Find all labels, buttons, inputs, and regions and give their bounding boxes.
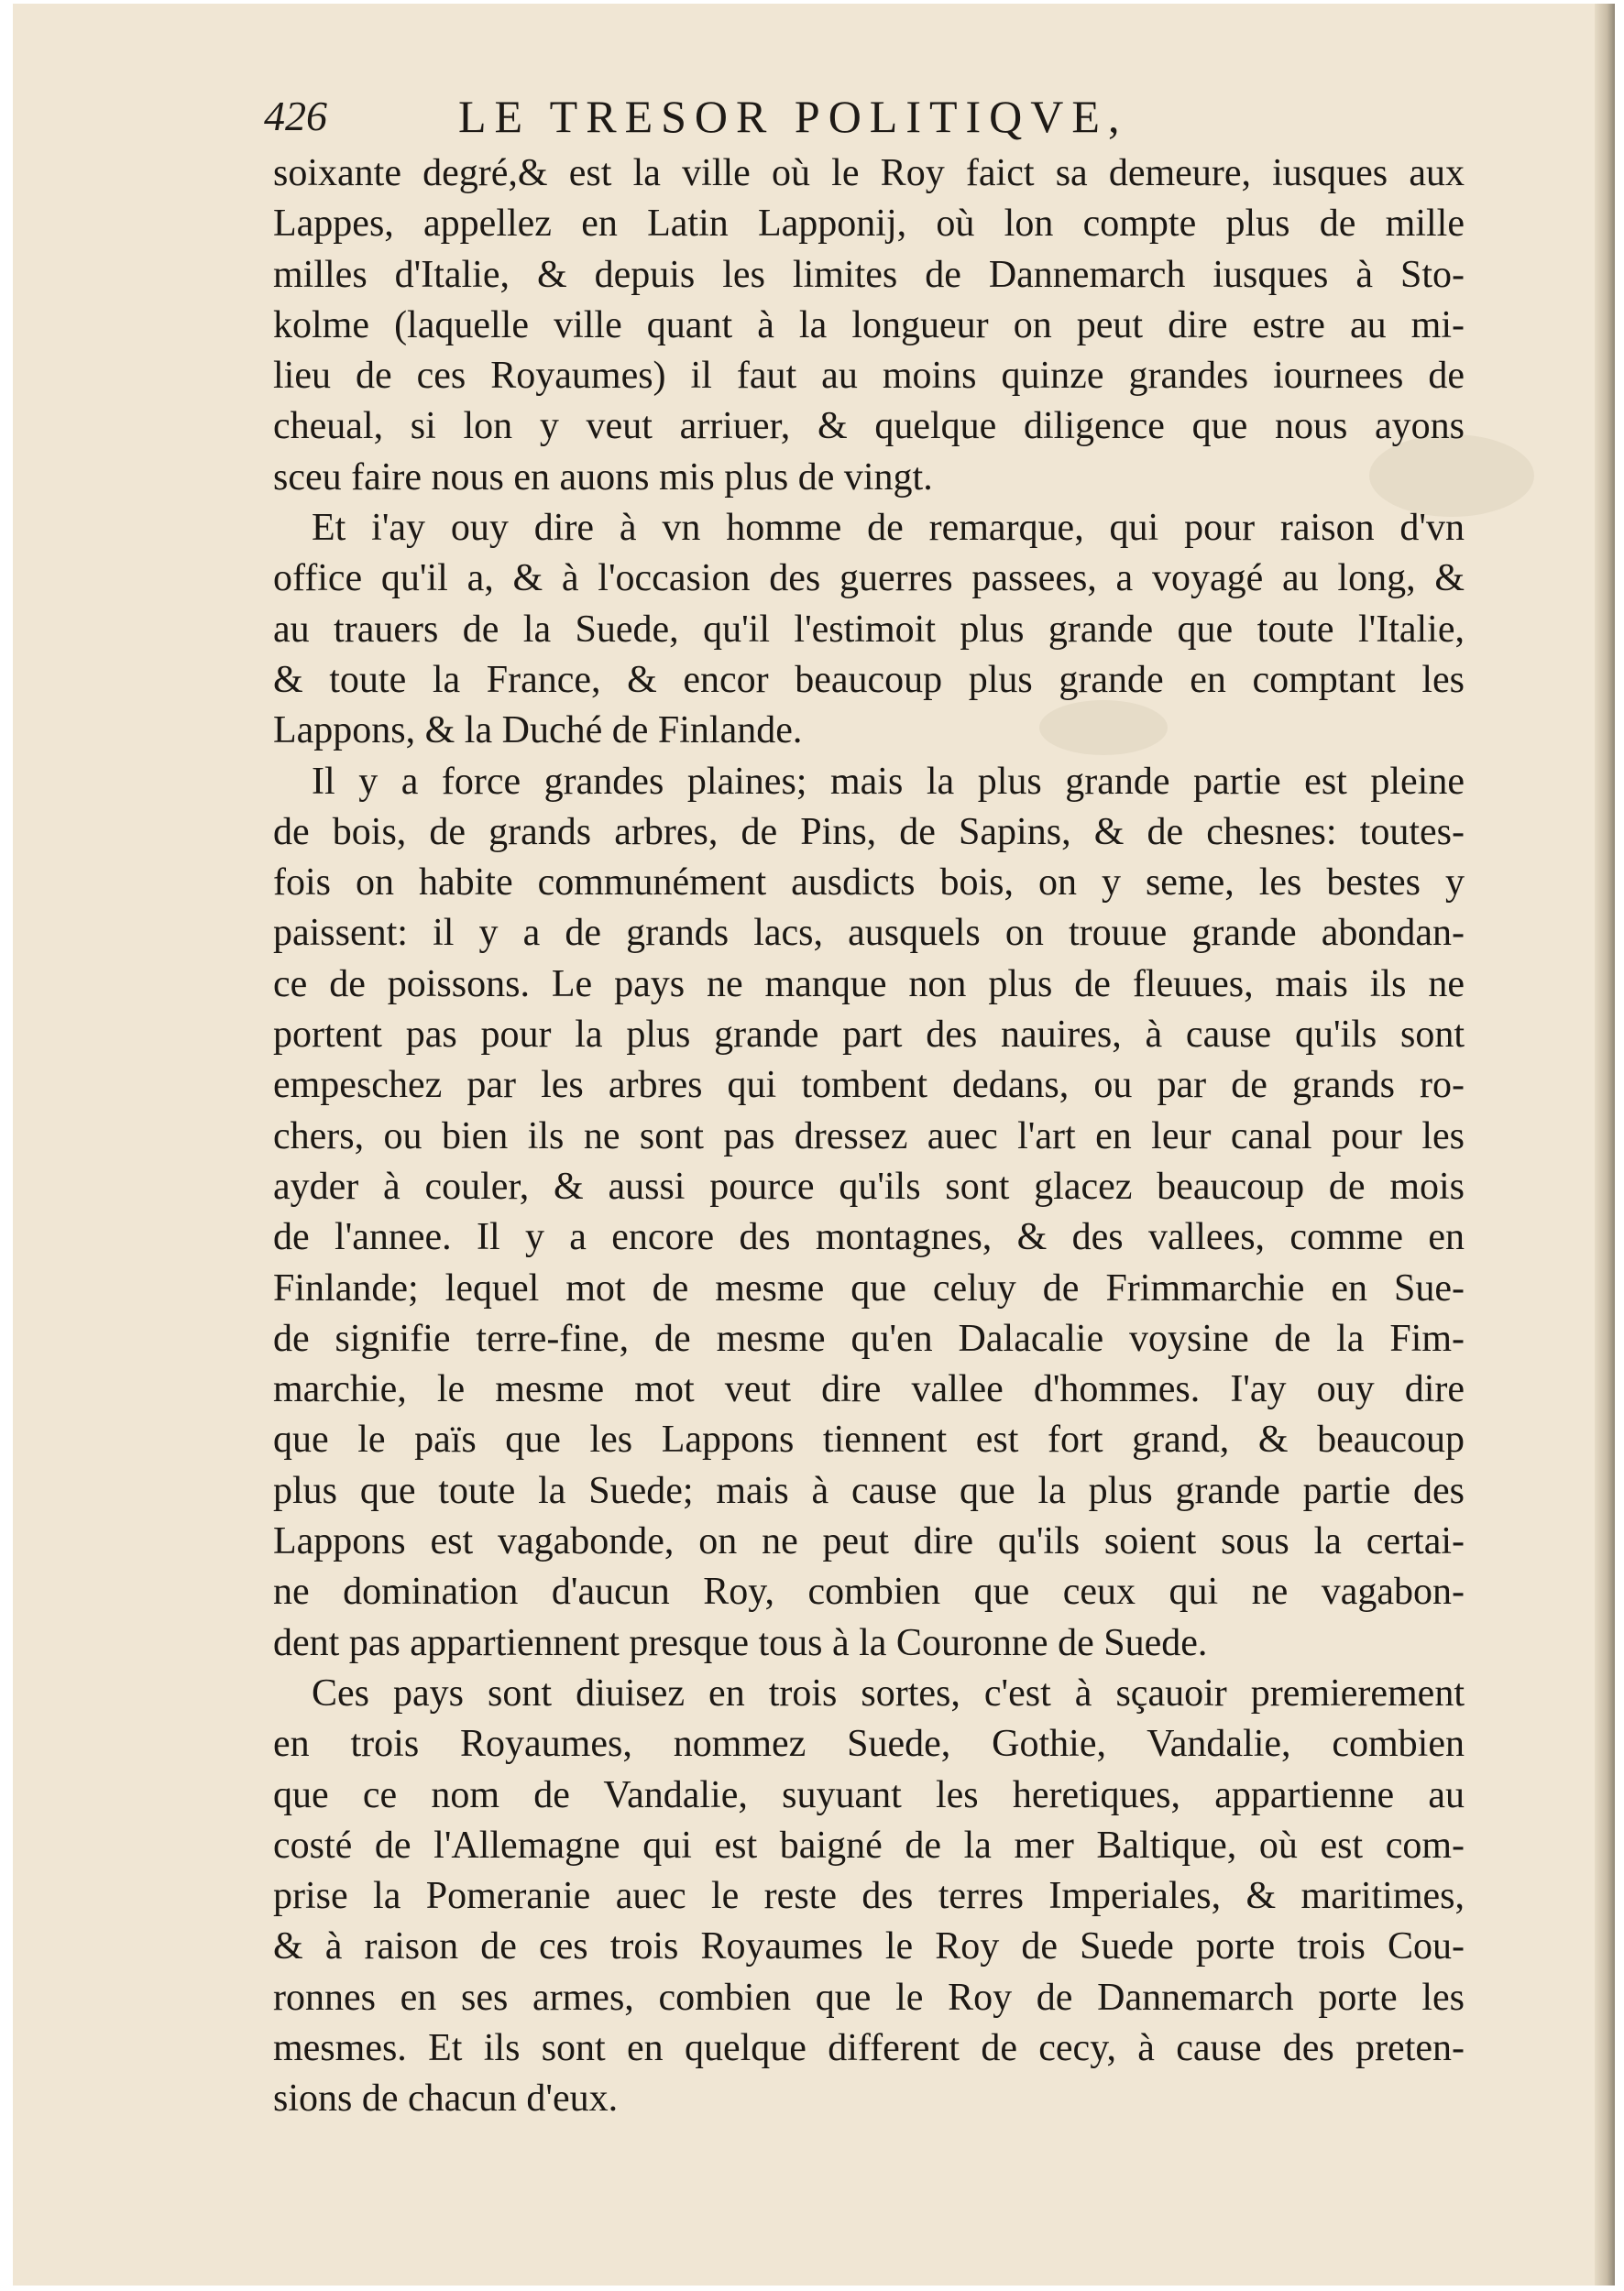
text-line: paissent: il y a de grands lacs, ausquels on trouue grande abondan- [273, 912, 1465, 955]
text-line: Ces pays sont diuisez en trois sortes, c'est à sçauoir premierement [312, 1672, 1465, 1715]
text-line: dent pas appartiennent presque tous à la Couronne de Suede. [273, 1621, 1208, 1664]
text-line: que ce nom de Vandalie, suyuant les heretiques, appartienne au [273, 1773, 1465, 1816]
text-line: plus que toute la Suede; mais à cause que la plus grande partie des [273, 1469, 1465, 1512]
text-line: empeschez par les arbres qui tombent dedans, ou par de grands ro- [273, 1064, 1465, 1107]
text-line: lieu de ces Royaumes) il faut au moins quinze grandes iournees de [273, 355, 1465, 398]
text-line: cheual, si lon y veut arriuer, & quelque diligence que nous ayons [273, 405, 1465, 448]
body-text [273, 148, 1465, 2125]
book-page [13, 4, 1615, 2286]
text-line: costé de l'Allemagne qui est baigné de la mer Baltique, où est com- [273, 1824, 1465, 1867]
text-line: Lappons est vagabonde, on ne peut dire qu'ils soient sous la certai- [273, 1520, 1465, 1563]
text-line: Finlande; lequel mot de mesme que celuy de Frimmarchie en Sue- [273, 1266, 1465, 1310]
text-line: soixante degré,& est la ville où le Roy faict sa demeure, iusques aux [273, 152, 1465, 194]
text-line: ayder à couler, & aussi pource qu'ils sont glacez beaucoup de mois [273, 1165, 1465, 1208]
text-line: Lappes, appellez en Latin Lapponij, où lon compte plus de mille [273, 203, 1465, 246]
text-line: fois on habite communément ausdicts bois, on y seme, les bestes y [273, 861, 1465, 904]
text-line: chers, ou bien ils ne sont pas dressez auec l'art en leur canal pour les [273, 1114, 1465, 1157]
text-line: kolme (laquelle ville quant à la longueur on peut dire estre au mi- [273, 303, 1465, 346]
text-line: au trauers de la Suede, qu'il l'estimoit plus grande que toute l'Italie, [273, 608, 1465, 651]
text-line: prise la Pomeranie auec le reste des terres Imperiales, & maritimes, [273, 1875, 1465, 1918]
text-line: de bois, de grands arbres, de Pins, de Sapins, & de chesnes: toutes- [273, 810, 1465, 853]
text-line: office qu'il a, & à l'occasion des guerres passees, a voyagé au long, & [273, 557, 1465, 600]
running-title: LE TRESOR POLITIQVE, [458, 91, 1128, 142]
page-number: 426 [264, 93, 327, 139]
text-line: Et i'ay ouy dire à vn homme de remarque, qui pour raison d'vn [312, 507, 1465, 550]
text-line: en trois Royaumes, nommez Suede, Gothie, Vandalie, combien [273, 1723, 1465, 1766]
page-edge [1595, 4, 1615, 2286]
text-line: mesmes. Et ils sont en quelque different de cecy, à cause des preten- [273, 2026, 1465, 2069]
text-line: de signifie terre-fine, de mesme qu'en Dalacalie voysine de la Fim- [273, 1317, 1465, 1360]
text-line: portent pas pour la plus grande part des nauires, à cause qu'ils sont [273, 1014, 1465, 1057]
text-line: sions de chacun d'eux. [273, 2077, 619, 2121]
text-line: & à raison de ces trois Royaumes le Roy de Suede porte trois Cou- [273, 1925, 1465, 1968]
text-line: milles d'Italie, & depuis les limites de Dannemarch iusques à Sto- [273, 253, 1465, 296]
text-line: que le païs que les Lappons tiennent est fort grand, & beaucoup [273, 1419, 1465, 1462]
text-line: ce de poissons. Le pays ne manque non plus de fleuues, mais ils ne [273, 962, 1465, 1005]
text-line: marchie, le mesme mot veut dire vallee d'hommes. I'ay ouy dire [273, 1368, 1465, 1411]
text-line: & toute la France, & encor beaucoup plus grande en comptant les [273, 658, 1465, 701]
page-header [264, 84, 1327, 148]
text-line: ne domination d'aucun Roy, combien que ceux qui ne vagabon- [273, 1571, 1465, 1614]
text-line: sceu faire nous en auons mis plus de vingt. [273, 455, 933, 499]
text-line: Il y a force grandes plaines; mais la plus grande partie est pleine [312, 760, 1465, 803]
text-line: de l'annee. Il y a encore des montagnes, & des vallees, comme en [273, 1216, 1465, 1259]
text-line: ronnes en ses armes, combien que le Roy de Dannemarch porte les [273, 1976, 1465, 2019]
text-line: Lappons, & la Duché de Finlande. [273, 709, 803, 752]
